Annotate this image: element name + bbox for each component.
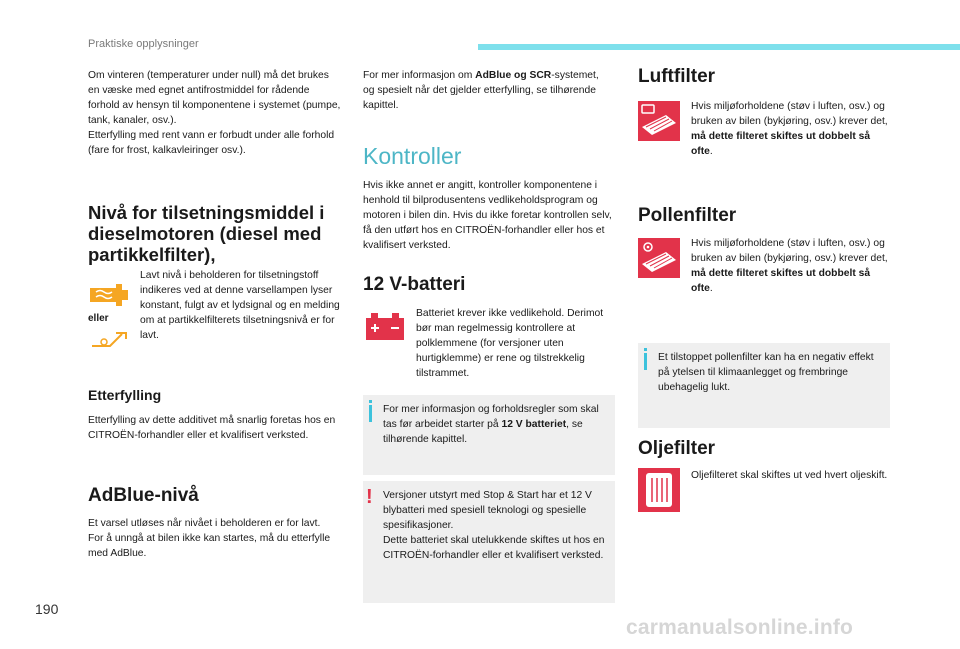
info-bold: 12 V batteriet	[501, 419, 567, 430]
kontroller-heading: Kontroller	[363, 143, 462, 169]
info-marker-icon	[369, 405, 372, 422]
more-info-post: -systemet, og spesielt når det gjelder etterfylling, se tilhørende kapittel.	[363, 70, 599, 111]
oil-filter-text: Oljefilteret skal skiftes ut ved hvert oljeskift.	[691, 470, 888, 481]
more-info-pre: For mer informasjon om	[363, 70, 476, 81]
battery-info-box	[363, 395, 615, 475]
warning-paragraph-1: Versjoner utstyrt med Stop & Start har et 12 V blybatteri med spesiell teknologi og spesielle spesifikasjoner.	[383, 490, 592, 531]
intro-text	[88, 68, 343, 158]
kontroller-text: Hvis ikke annet er angitt, kontroller komponentene i henhold til bilprodusentens vedlikeholdsprogram og motoren i bilen din. Hvis du ikke foretar kontrollen selv, få den utført hos en CITROËN-forhandler eller hos et kvalifisert verksted.	[363, 180, 612, 251]
air-bold: må dette filteret skiftes ut dobbelt så ofte	[691, 131, 871, 157]
pollen-end: .	[709, 283, 713, 294]
warning-marker-icon: !	[366, 486, 373, 508]
pollen-filter-heading: Pollenfilter	[638, 205, 737, 226]
info-marker-icon	[644, 353, 647, 370]
pollen-text: Hvis miljøforholdene (støv i luften, osv.) og bruken av bilen (bykjøring, osv.) krever det,	[691, 238, 888, 264]
air-text: Hvis miljøforholdene (støv i luften, osv.) og bruken av bilen (bykjøring, osv.) krever det,	[691, 101, 888, 127]
adblue-paragraph-2: For å unngå at bilen ikke kan startes, må du etterfylle med AdBlue.	[88, 533, 331, 559]
battery-info-text	[383, 402, 608, 447]
battery-warning-box	[363, 481, 615, 603]
adblue-heading: AdBlue-nivå	[88, 485, 199, 506]
pollen-bold: må dette filteret skiftes ut dobbelt så ofte	[691, 268, 871, 294]
adblue-more-info	[363, 68, 611, 113]
or-label: eller	[88, 313, 109, 324]
intro-paragraph: Om vinteren (temperaturer under null) må det brukes en væske med egnet antifrostmiddel for rådende forhold av hensyn til komponentene i systemet (pumpe, tank, kanaler, osv.).	[88, 70, 341, 126]
additive-level-icon	[90, 330, 130, 350]
adblue-text	[88, 516, 346, 561]
header-accent-bar	[478, 44, 960, 50]
info-pre: For mer informasjon og forholdsregler som skal tas før arbeidet starter på	[383, 404, 599, 430]
warning-paragraph-2: Dette batteriet skal utelukkende skiftes ut hos en CITROËN-forhandler eller et kvalifisert verksted.	[383, 535, 605, 561]
air-end: .	[709, 146, 713, 157]
oil-filter-icon	[638, 468, 680, 512]
lamp-text: Lavt nivå i beholderen for tilsetningstoff indikeres ved at denne varsellampen lyser konstant, fulgt av et lydsignal og en melding om at partikkelfilterets tilsetningsnivå er for lavt.	[140, 270, 340, 341]
more-info-bold: AdBlue og SCR	[475, 70, 552, 81]
refill-heading: Etterfylling	[88, 387, 162, 403]
additive-warning-icon	[86, 282, 130, 308]
page-number: 190	[35, 601, 59, 617]
battery-warning-text	[383, 488, 608, 563]
pollen-filter-text	[691, 236, 891, 296]
air-filter-icon	[638, 101, 680, 141]
refill-text: Etterfylling av dette additivet må snarlig foretas hos en CITROËN-forhandler eller et kvalifisert verksted.	[88, 415, 336, 441]
air-filter-text	[691, 99, 891, 159]
pollen-filter-icon	[638, 238, 680, 278]
adblue-paragraph-1: Et varsel utløses når nivået i beholderen er for lavt.	[88, 518, 321, 529]
air-filter-heading: Luftfilter	[638, 66, 716, 87]
info-post: , se tilhørende kapittel.	[383, 419, 583, 445]
intro-paragraph-2: Etterfylling med rent vann er forbudt under alle forhold (fare for frost, kalkavleiringer osv.).	[88, 130, 335, 156]
pollen-info-box	[638, 343, 890, 428]
section-title: Praktiske opplysninger	[88, 38, 199, 50]
battery-text: Batteriet krever ikke vedlikehold. Derimot bør man regelmessig kontrollere at polklemmene (for versjoner uten hurtigklemme) er rene og tilstrekkelig tilstrammet.	[416, 308, 604, 379]
pollen-note: Et tilstoppet pollenfilter kan ha en negativ effekt på ytelsen til klimaanlegget og frembringe ubehagelig lukt.	[658, 352, 874, 393]
battery-heading: 12 V-batteri	[363, 274, 466, 295]
oil-filter-heading: Oljefilter	[638, 438, 716, 459]
additive-heading: Nivå for tilsetningsmiddel i dieselmotoren (diesel med partikkelfilter),	[88, 202, 325, 265]
battery-icon	[364, 310, 406, 342]
watermark: carmanualsonline.info	[626, 616, 854, 639]
